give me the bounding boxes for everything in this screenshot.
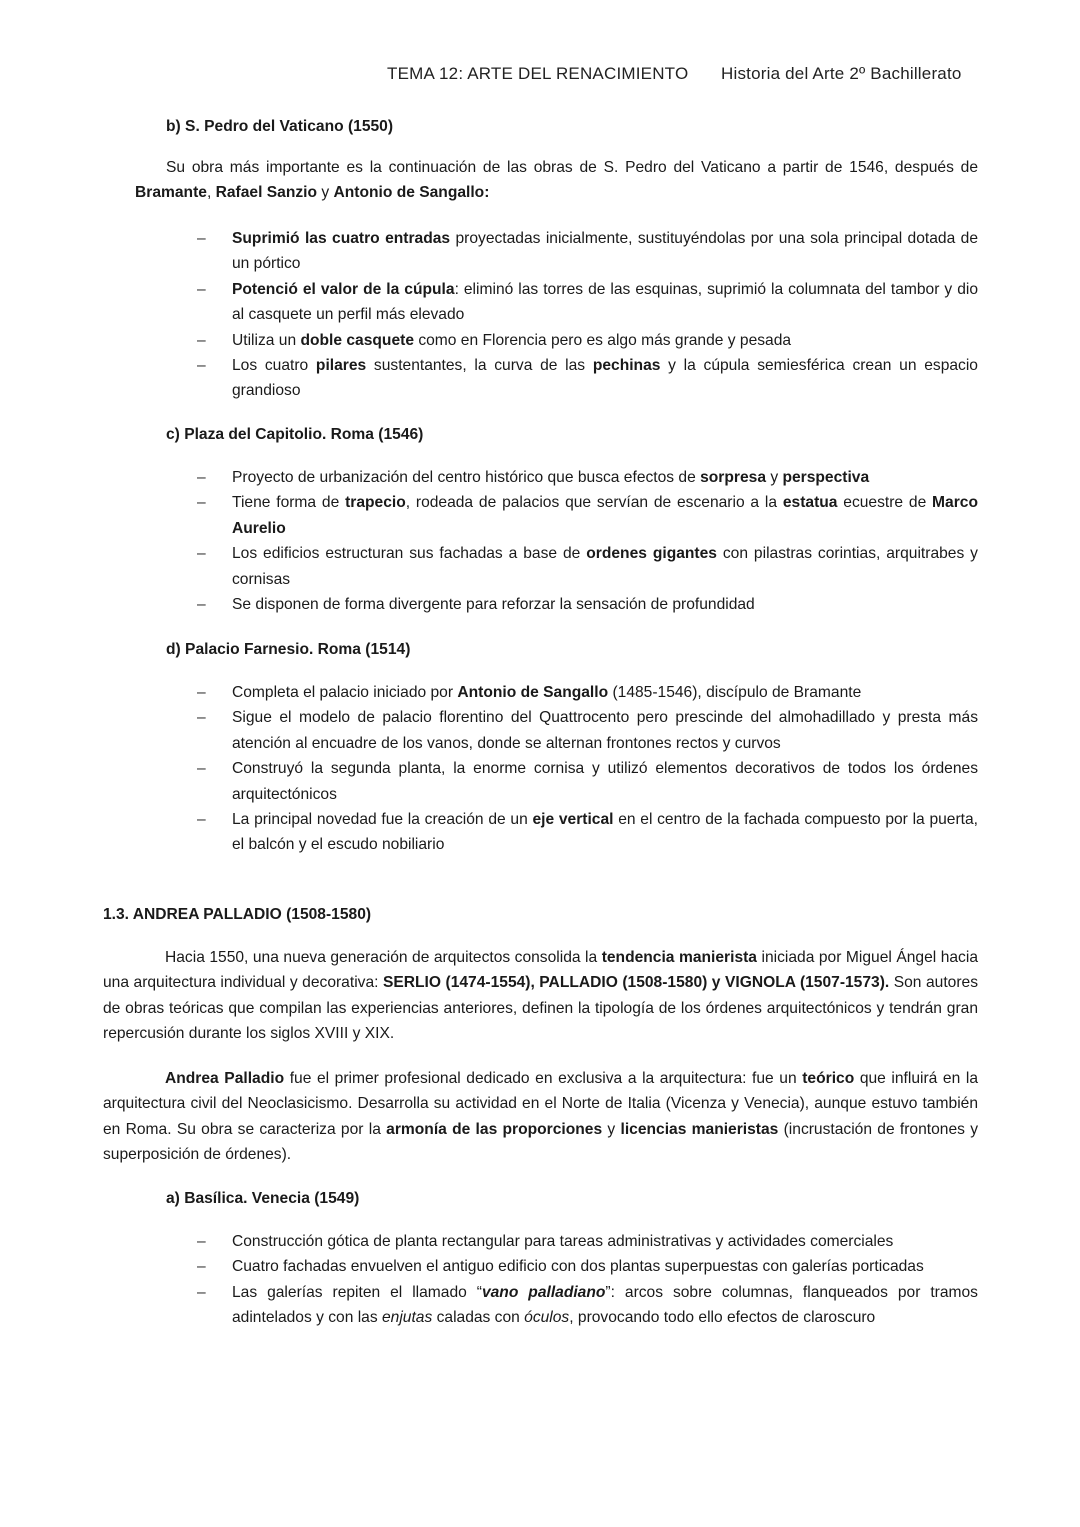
list-item: – Los cuatro pilares sustentantes, la curva de las pechinas y la cúpula semiesférica crean un espacio grandioso — [197, 353, 978, 404]
section-heading: c) Plaza del Capitolio. Roma (1546) — [166, 426, 424, 443]
section-heading: a) Basílica. Venecia (1549) — [166, 1190, 360, 1207]
section-palladio — [103, 902, 978, 928]
list-item: – Suprimió las cuatro entradas proyectadas inicialmente, sustituyéndolas por una sola principal dotada de un pórtico — [197, 226, 978, 277]
list-item: – Utiliza un doble casquete como en Florencia pero es algo más grande y pesada — [197, 328, 978, 353]
list-item: – Las galerías repiten el llamado “vano palladiano”: arcos sobre columnas, flanqueados por tramos adintelados y con las enjutas caladas con óculos, provocando todo ello efectos de claroscuro — [197, 1280, 978, 1331]
section-basilica — [166, 1186, 978, 1212]
san-pedro-intro — [135, 155, 978, 206]
section-san-pedro — [166, 114, 978, 140]
san-pedro-list — [197, 226, 978, 404]
list-item: – Potenció el valor de la cúpula: eliminó las torres de las esquinas, suprimió la columnata del tambor y dio al casquete un perfil más elevado — [197, 277, 978, 328]
palladio-paragraph-1 — [103, 945, 978, 1047]
section-heading: 1.3. ANDREA PALLADIO (1508-1580) — [103, 906, 372, 923]
paragraph: Su obra más importante es la continuación de las obras de S. Pedro del Vaticano a partir de 1546, después de Bramante, Rafael Sanzio y Antonio de Sangallo: — [135, 159, 978, 202]
list-item: – Construcción gótica de planta rectangular para tareas administrativas y actividades comerciales — [197, 1229, 978, 1254]
subject-label: Historia del Arte 2º Bachillerato — [721, 64, 962, 83]
paragraph: Hacia 1550, una nueva generación de arquitectos consolida la tendencia manierista iniciada por Miguel Ángel hacia una arquitectura individual y decorativa: SERLIO (1474-1554), PALLADIO (1508-1580) y VIGNOLA (1507-1573). Son autores de obras teóricas que compilan las experiencias anteriores, definen la tipología de los órdenes arquitectónicos y tendrán gran repercusión durante los siglos XVIII y XIX. — [103, 949, 978, 1043]
paragraph: Andrea Palladio fue el primer profesional dedicado en exclusiva a la arquitectura: fue un teórico que influirá en la arquitectura civil del Neoclasicismo. Desarrolla su actividad en el Norte de Italia (Vicenza y Venecia), aunque estuvo también en Roma. Su obra se caracteriza por la armonía de las proporciones y licencias manieristas (incrustación de frontones y superposición de órdenes). — [103, 1070, 978, 1164]
capitolio-list — [197, 465, 978, 617]
palladio-paragraph-2 — [103, 1066, 978, 1168]
list-item: – Se disponen de forma divergente para reforzar la sensación de profundidad — [197, 592, 978, 617]
list-item: – Construyó la segunda planta, la enorme cornisa y utilizó elementos decorativos de todos los órdenes arquitectónicos — [197, 756, 978, 807]
section-heading: d) Palacio Farnesio. Roma (1514) — [166, 641, 411, 658]
farnesio-list — [197, 680, 978, 858]
list-item: – Proyecto de urbanización del centro histórico que busca efectos de sorpresa y perspectiva — [197, 465, 978, 490]
list-item: – Completa el palacio iniciado por Antonio de Sangallo (1485-1546), discípulo de Bramante — [197, 680, 978, 705]
document-title: TEMA 12: ARTE DEL RENACIMIENTO — [387, 64, 689, 83]
list-item: – Cuatro fachadas envuelven el antiguo edificio con dos plantas superpuestas con galerías porticadas — [197, 1254, 978, 1279]
section-heading: b) S. Pedro del Vaticano (1550) — [166, 118, 394, 135]
section-farnesio — [166, 637, 978, 663]
page-header — [0, 64, 1080, 90]
section-capitolio — [166, 422, 978, 448]
list-item: – Tiene forma de trapecio, rodeada de palacios que servían de escenario a la estatua ecuestre de Marco Aurelio — [197, 490, 978, 541]
list-item: – Los edificios estructuran sus fachadas a base de ordenes gigantes con pilastras corintias, arquitrabes y cornisas — [197, 541, 978, 592]
list-item: – Sigue el modelo de palacio florentino del Quattrocento pero prescinde del almohadillado y presta más atención al encuadre de los vanos, donde se alternan frontones rectos y curvos — [197, 705, 978, 756]
basilica-list — [197, 1229, 978, 1331]
list-item: – La principal novedad fue la creación de un eje vertical en el centro de la fachada compuesto por la puerta, el balcón y el escudo nobiliario — [197, 807, 978, 858]
